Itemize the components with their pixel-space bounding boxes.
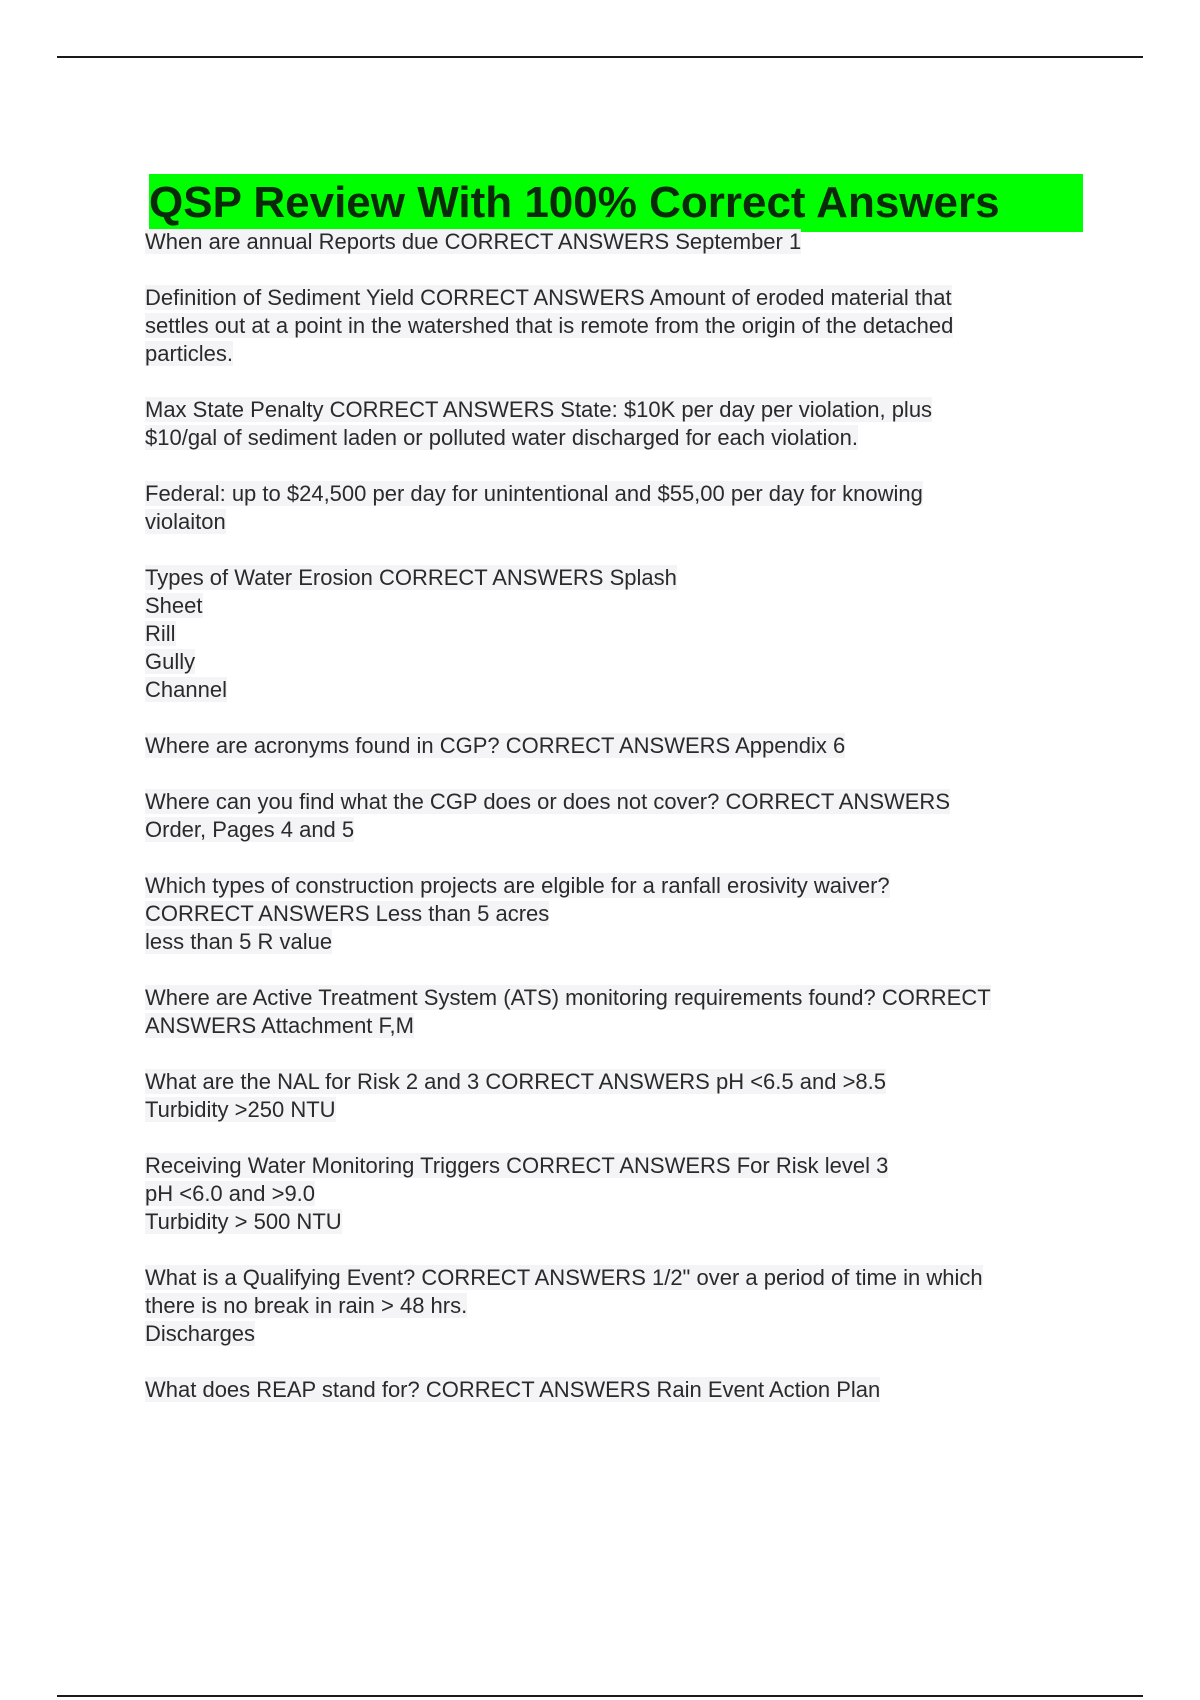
text-line-content: Which types of construction projects are elgible for a ranfall erosivity waiver? (145, 873, 890, 898)
text-line-content: CORRECT ANSWERS Less than 5 acres (145, 901, 550, 926)
text-line (145, 564, 1085, 592)
text-line (145, 788, 1085, 816)
text-line-content: there is no break in rain > 48 hrs. (145, 1293, 468, 1318)
text-line-content: pH <6.0 and >9.0 (145, 1181, 316, 1206)
text-line-content: Discharges (145, 1321, 256, 1346)
text-line (145, 284, 1085, 312)
text-line-content: Where can you find what the CGP does or does not cover? CORRECT ANSWERS (145, 789, 950, 814)
text-line-content: violaiton (145, 509, 226, 534)
text-line (145, 900, 1085, 928)
text-line-content: Max State Penalty CORRECT ANSWERS State: $10K per day per violation, plus (145, 397, 933, 422)
text-line-content: Turbidity > 500 NTU (145, 1209, 342, 1234)
text-line (145, 1180, 1085, 1208)
text-line (145, 340, 1085, 368)
text-line-content: Receiving Water Monitoring Triggers CORRECT ANSWERS For Risk level 3 (145, 1153, 889, 1178)
text-line-content: Sheet (145, 593, 203, 618)
text-line (145, 1068, 1085, 1096)
text-line (145, 1320, 1085, 1348)
text-line (145, 620, 1085, 648)
text-line (145, 312, 1085, 340)
text-line-content: particles. (145, 341, 234, 366)
text-line-content: When are annual Reports due CORRECT ANSWERS September 1 (145, 229, 802, 254)
text-line-content: Where are acronyms found in CGP? CORRECT ANSWERS Appendix 6 (145, 733, 846, 758)
document-body (145, 228, 1085, 1432)
text-line (145, 1264, 1085, 1292)
text-line (145, 1012, 1085, 1040)
text-line (145, 480, 1085, 508)
qa-paragraph (145, 564, 1085, 704)
text-line-content: What are the NAL for Risk 2 and 3 CORRECT ANSWERS pH <6.5 and >8.5 (145, 1069, 886, 1094)
qa-paragraph (145, 1068, 1085, 1124)
qa-paragraph (145, 228, 1085, 256)
text-line (145, 1208, 1085, 1236)
text-line (145, 424, 1085, 452)
text-line (145, 1152, 1085, 1180)
document-title: QSP Review With 100% Correct Answers (149, 174, 1083, 232)
text-line (145, 1292, 1085, 1320)
text-line-content: Federal: up to $24,500 per day for unintentional and $55,00 per day for knowing (145, 481, 923, 506)
text-line-content: Turbidity >250 NTU (145, 1097, 336, 1122)
qa-paragraph (145, 480, 1085, 536)
text-line-content: Types of Water Erosion CORRECT ANSWERS Splash (145, 565, 677, 590)
top-rule (57, 56, 1143, 58)
text-line-content: settles out at a point in the watershed that is remote from the origin of the detached (145, 313, 954, 338)
text-line (145, 676, 1085, 704)
text-line (145, 984, 1085, 1012)
text-line-content: Definition of Sediment Yield CORRECT ANSWERS Amount of eroded material that (145, 285, 952, 310)
qa-paragraph (145, 1152, 1085, 1236)
text-line (145, 872, 1085, 900)
text-line (145, 1376, 1085, 1404)
bottom-rule (57, 1695, 1143, 1697)
qa-paragraph (145, 1376, 1085, 1404)
qa-paragraph (145, 788, 1085, 844)
text-line (145, 928, 1085, 956)
qa-paragraph (145, 396, 1085, 452)
text-line (145, 508, 1085, 536)
text-line-content: less than 5 R value (145, 929, 333, 954)
qa-paragraph (145, 872, 1085, 956)
text-line (145, 816, 1085, 844)
text-line-content: Order, Pages 4 and 5 (145, 817, 355, 842)
text-line-content: What is a Qualifying Event? CORRECT ANSWERS 1/2" over a period of time in which (145, 1265, 983, 1290)
text-line (145, 228, 1085, 256)
text-line-content: $10/gal of sediment laden or polluted water discharged for each violation. (145, 425, 859, 450)
text-line (145, 396, 1085, 424)
qa-paragraph (145, 732, 1085, 760)
text-line-content: Gully (145, 649, 196, 674)
qa-paragraph (145, 1264, 1085, 1348)
text-line (145, 648, 1085, 676)
text-line-content: What does REAP stand for? CORRECT ANSWERS Rain Event Action Plan (145, 1377, 881, 1402)
text-line (145, 592, 1085, 620)
qa-paragraph (145, 284, 1085, 368)
text-line-content: ANSWERS Attachment F,M (145, 1013, 414, 1038)
qa-paragraph (145, 984, 1085, 1040)
text-line (145, 1096, 1085, 1124)
text-line (145, 732, 1085, 760)
text-line-content: Rill (145, 621, 176, 646)
text-line-content: Channel (145, 677, 227, 702)
text-line-content: Where are Active Treatment System (ATS) monitoring requirements found? CORRECT (145, 985, 991, 1010)
